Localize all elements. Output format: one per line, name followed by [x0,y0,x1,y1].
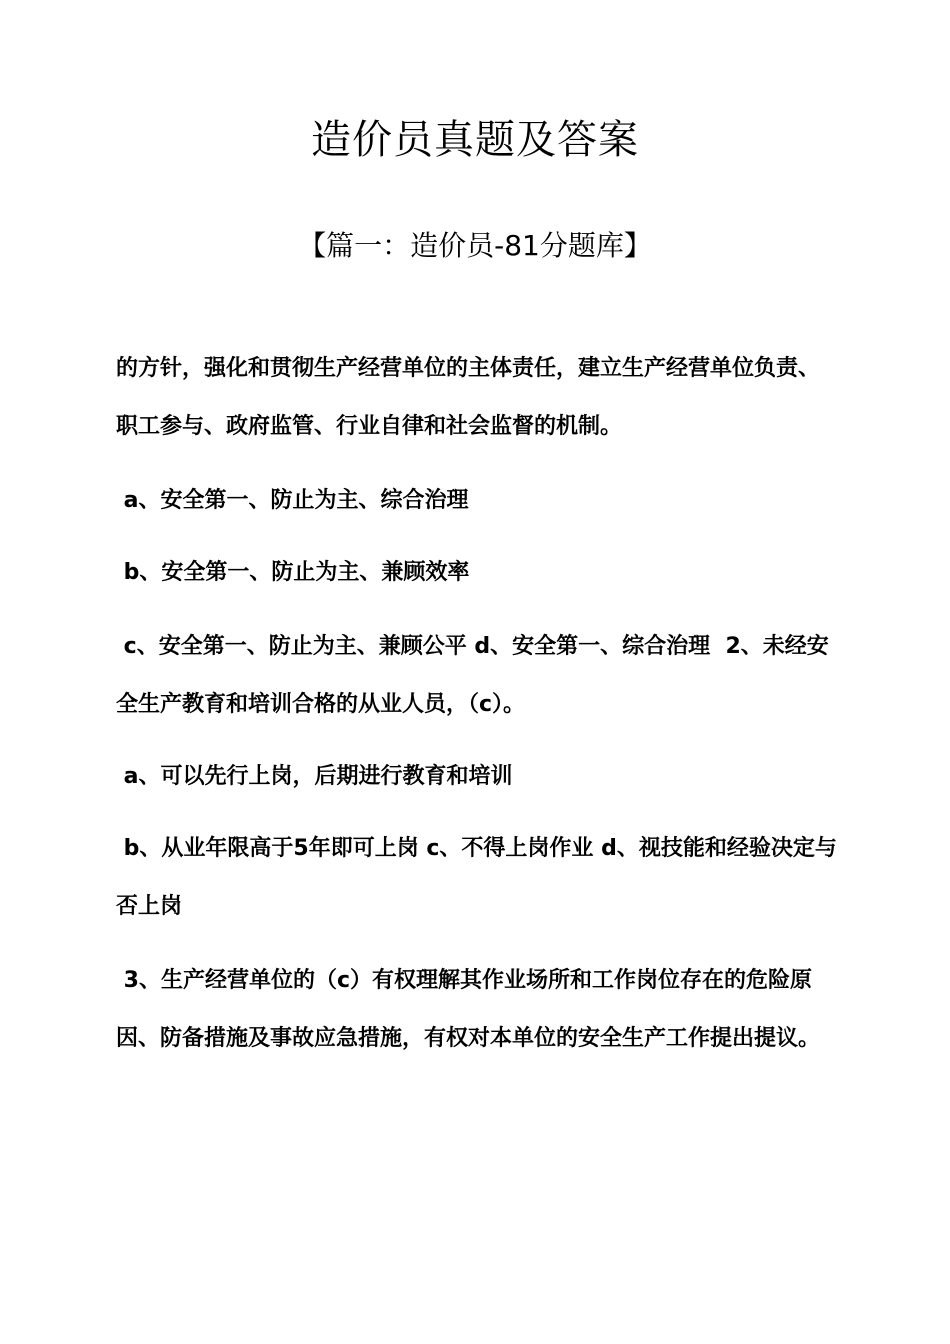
question-1-option-b: b、安全第一、防止为主、兼顾效率 [116,560,470,585]
question-2-option-a: a、可以先行上岗，后期进行教育和培训 [116,764,513,789]
question-1-option-a: a、安全第一、防止为主、综合治理 [116,488,469,513]
question-3-stem: 3、生产经营单位的（c）有权理解其作业场所和工作岗位存在的危险原因、防备措施及事故应急措施，有权对本单位的安全生产工作提出提议。 [116,968,821,1051]
question-2-options-bcd: b、从业年限高于5年即可上岗 c、不得上岗作业 d、视技能和经验决定与否上岗 [116,836,837,919]
document-title: 造价员真题及答案 [311,117,639,163]
document-subtitle: 【篇一：造价员-81分题库】 [298,229,652,262]
question-1-options-cd-and-question-2: c、安全第一、防止为主、兼顾公平 d、安全第一、综合治理 2、未经安全生产教育和培训合格的从业人员，（c）。 [116,634,829,717]
question-1-stem: 的方针，强化和贯彻生产经营单位的主体责任，建立生产经营单位负责、职工参与、政府监管、行业自律和社会监督的机制。 [116,356,821,439]
